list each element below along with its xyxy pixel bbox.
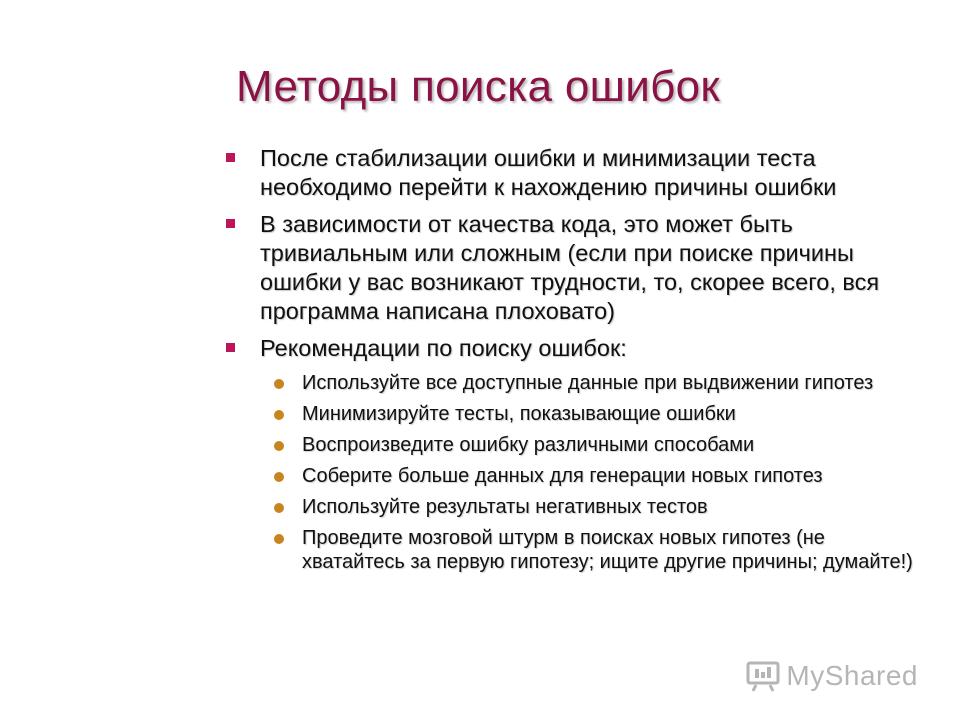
square-bullet-icon — [226, 343, 235, 352]
sub-bullet-text: Воспроизведите ошибку различными способами — [302, 434, 755, 456]
sub-bullet-text: Проведите мозговой штурм в поисках новых гипотез (не хватайтесь за первую гипотезу; ищите другие причины; думайте!) — [302, 527, 913, 573]
sub-bullet-text: Используйте результаты негативных тестов — [302, 496, 708, 518]
sub-bullet-item — [260, 402, 932, 426]
square-bullet-icon — [226, 153, 235, 162]
bullet-item — [222, 210, 932, 326]
round-bullet-icon — [274, 472, 284, 482]
sub-bullet-text: Соберите больше данных для генерации новых гипотез — [302, 465, 823, 487]
presentation-board-icon — [746, 659, 780, 693]
bullet-text: После стабилизации ошибки и минимизации теста необходимо перейти к нахождению причины ошибки — [260, 145, 837, 200]
sub-bullet-item — [260, 495, 932, 519]
round-bullet-icon — [274, 503, 284, 513]
sub-bullet-text: Минимизируйте тесты, показывающие ошибки — [302, 403, 736, 425]
round-bullet-icon — [274, 410, 284, 420]
bullet-item — [222, 144, 932, 202]
bullet-text: Рекомендации по поиску ошибок: — [260, 335, 627, 361]
slide-title: Методы поиска ошибок — [236, 62, 720, 111]
sub-bullet-item — [260, 433, 932, 457]
square-bullet-icon — [226, 219, 235, 228]
sub-bullet-item — [260, 526, 932, 574]
watermark-text: MyShared — [786, 660, 918, 691]
sub-bullet-text: Используйте все доступные данные при выдвижении гипотез — [302, 372, 874, 394]
round-bullet-icon — [274, 534, 284, 544]
sub-bullet-item — [260, 464, 932, 488]
bullet-text: В зависимости от качества кода, это может быть тривиальным или сложным (если при поиске причины ошибки у вас возникают трудности, то, скорее всего, вся программа написана плоховато) — [260, 211, 880, 324]
bullet-item — [222, 334, 932, 363]
bullet-list — [222, 144, 932, 581]
sub-bullet-item — [260, 371, 932, 395]
round-bullet-icon — [274, 379, 284, 389]
sub-bullet-list — [260, 371, 932, 574]
round-bullet-icon — [274, 441, 284, 451]
watermark-logo[interactable] — [746, 659, 918, 693]
